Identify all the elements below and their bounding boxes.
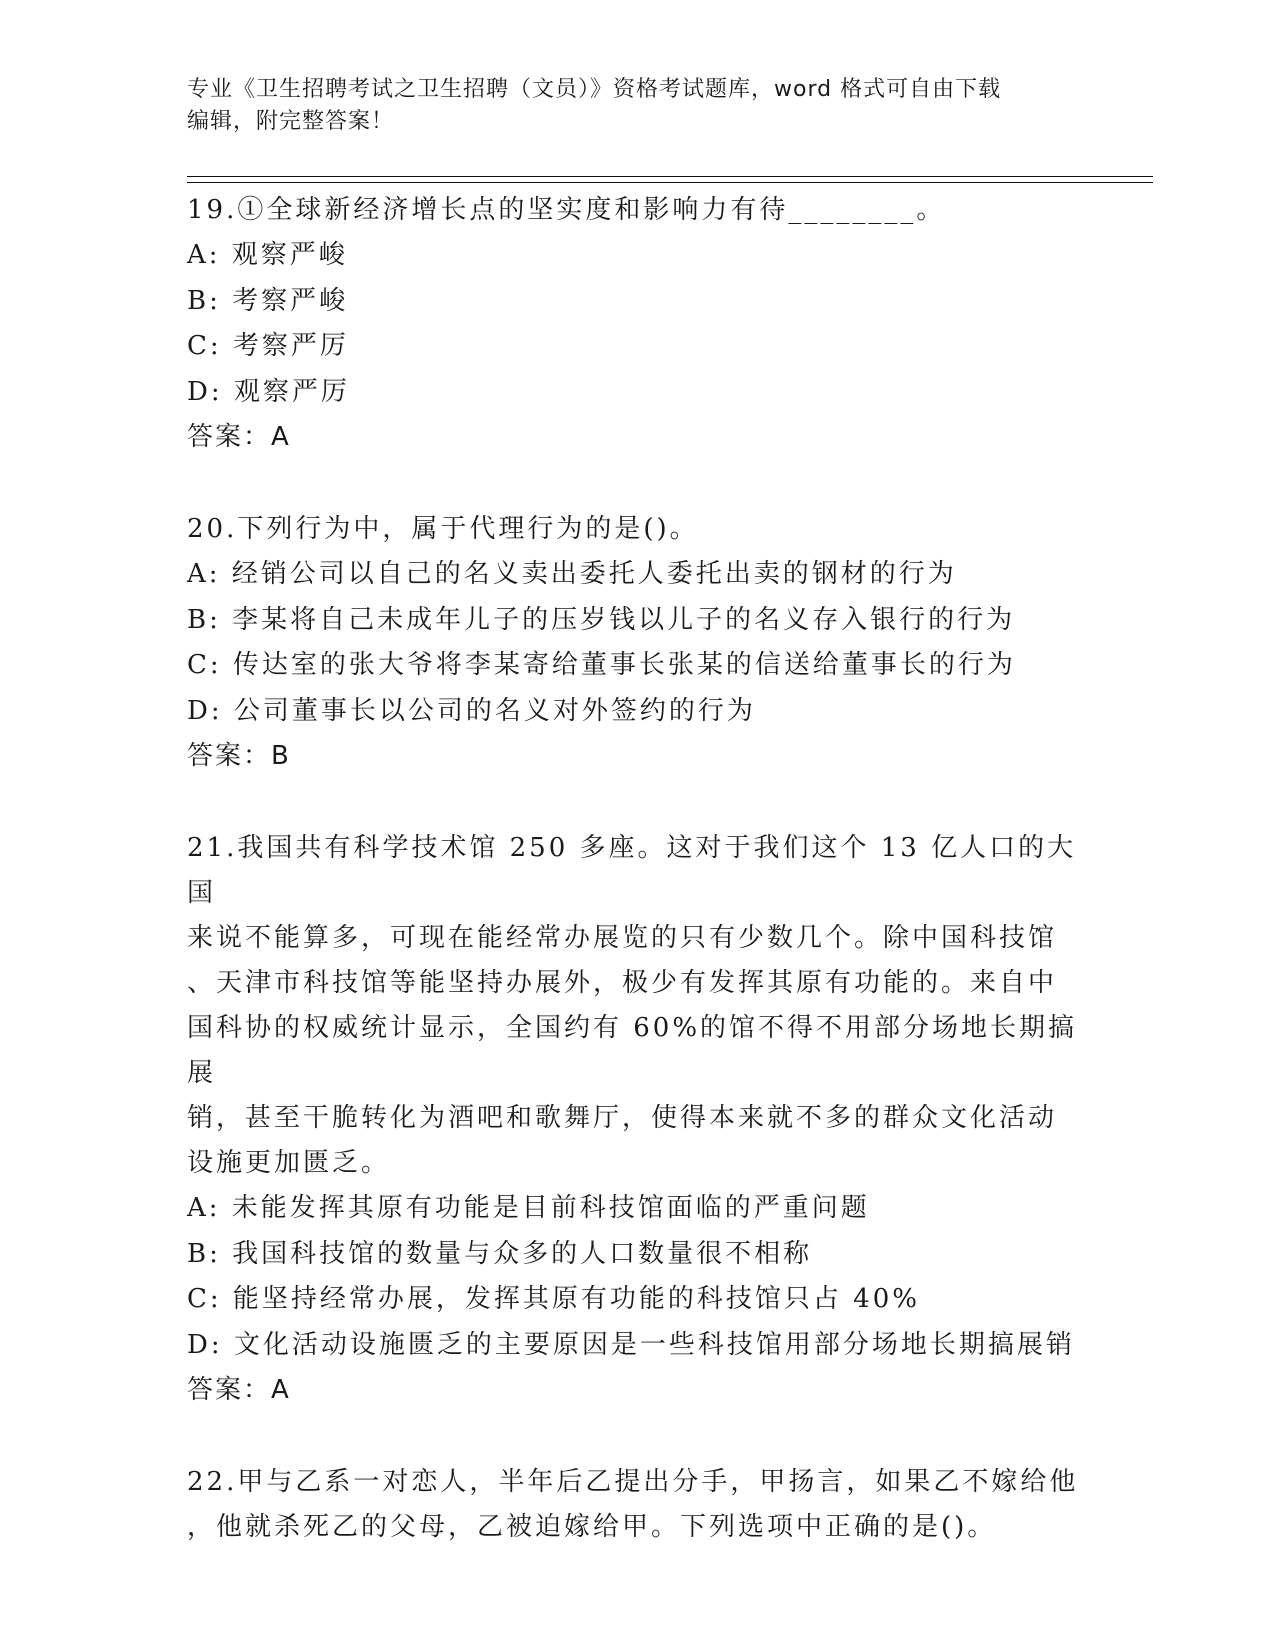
question-text-line: 销，甚至干脆转化为酒吧和歌舞厅，使得本来就不多的群众文化活动 xyxy=(187,1103,1058,1133)
question-text-line: ，他就杀死乙的父母，乙被迫嫁给甲。下列选项中正确的是()。 xyxy=(187,1512,997,1542)
question-text: 20.下列行为中，属于代理行为的是()。 xyxy=(187,514,699,544)
question-text-line: 22.甲与乙系一对恋人，半年后乙提出分手，甲扬言，如果乙不嫁给他 xyxy=(187,1467,1079,1497)
document-header xyxy=(187,74,1067,138)
answer: 答案：A xyxy=(187,1375,291,1405)
question-list xyxy=(187,188,1087,1550)
header-rule-bottom xyxy=(187,182,1153,183)
answer: 答案：B xyxy=(187,741,291,771)
question-text-line: 来说不能算多，可现在能经常办展览的只有少数几个。除中国科技馆 xyxy=(187,923,1058,953)
option-c: C: 考察严厉 xyxy=(187,331,349,361)
option-b: B: 我国科技馆的数量与众多的人口数量很不相称 xyxy=(187,1238,813,1269)
option-a: A: 观察严峻 xyxy=(187,240,348,270)
answer: 答案：A xyxy=(187,422,291,452)
option-d: D: 观察严厉 xyxy=(187,376,350,407)
option-d: D: 公司董事长以公司的名义对外签约的行为 xyxy=(187,695,756,726)
question-text: 19.①全球新经济增长点的坚实度和影响力有待________。 xyxy=(187,195,946,225)
header-line-1: 专业《卫生招聘考试之卫生招聘（文员）》资格考试题库，word 格式可自由下载 xyxy=(187,77,1002,102)
option-a: A: 经销公司以自己的名义卖出委托人委托出卖的钢材的行为 xyxy=(187,559,957,589)
header-rule-top xyxy=(187,176,1153,177)
question-21 xyxy=(187,826,1087,1413)
option-c: C: 能坚持经常办展，发挥其原有功能的科技馆只占 40% xyxy=(187,1284,920,1314)
question-22 xyxy=(187,1460,1087,1550)
header-line-2: 编辑，附完整答案！ xyxy=(187,109,395,134)
option-a: A: 未能发挥其原有功能是目前科技馆面临的严重问题 xyxy=(187,1193,870,1223)
option-b: B: 李某将自己未成年儿子的压岁钱以儿子的名义存入银行的行为 xyxy=(187,604,1016,635)
question-text-line: 21.我国共有科学技术馆 250 多座。这对于我们这个 13 亿人口的大国 xyxy=(187,833,1077,908)
question-text-line: 国科协的权威统计显示，全国约有 60%的馆不得不用部分场地长期搞展 xyxy=(187,1013,1078,1088)
question-text-line: 、天津市科技馆等能坚持办展外，极少有发挥其原有功能的。来自中 xyxy=(187,968,1058,998)
option-b: B: 考察严峻 xyxy=(187,285,349,316)
question-19 xyxy=(187,188,1087,460)
option-c: C: 传达室的张大爷将李某寄给董事长张某的信送给董事长的行为 xyxy=(187,650,1016,680)
question-20 xyxy=(187,507,1087,779)
option-d: D: 文化活动设施匮乏的主要原因是一些科技馆用部分场地长期搞展销 xyxy=(187,1329,1075,1360)
question-text-line: 设施更加匮乏。 xyxy=(187,1148,391,1178)
